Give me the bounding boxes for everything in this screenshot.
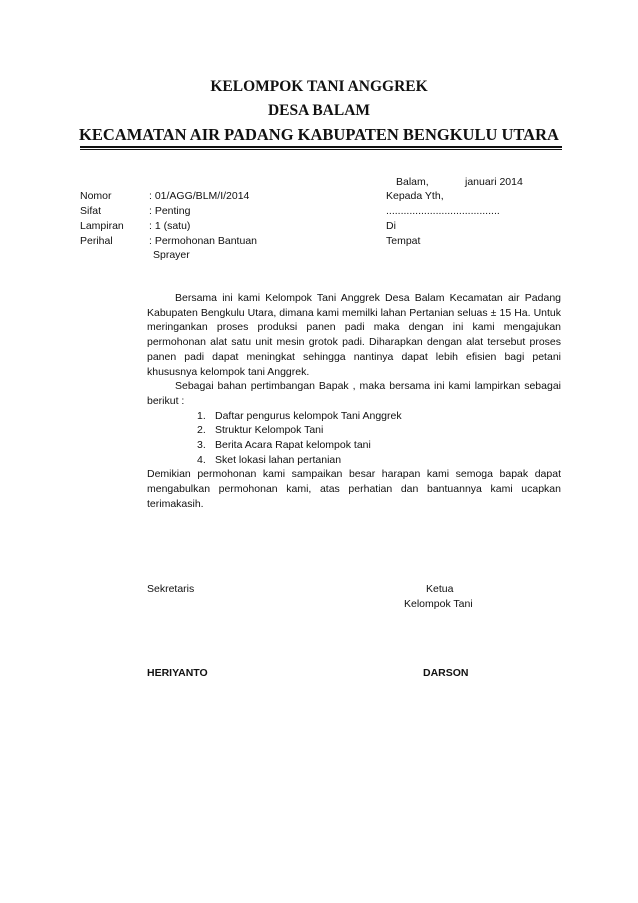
list-item-number: 2. xyxy=(197,424,206,437)
signature-right-title: Ketua xyxy=(426,583,454,595)
recipient-di: Di xyxy=(386,220,396,232)
body-paragraph-1: Bersama ini kami Kelompok Tani Anggrek Desa Balam Kecamatan air Padang Kabupaten Bengkulu Utara, dimana kami memilki lahan Pertanian seluas ± 15 Ha. Untuk meringankan proses produksi panen padi maka dengan ini kami mengajukan permohonan alat satu unit mesin grotok padi. Diharapkan dengan alat tersebut proses panen padi dapat meningkat sehingga nantinya dapat lebih efisien bagi petani khususnya kelompok tani Anggrek. xyxy=(147,292,561,378)
signature-right-org: Kelompok Tani xyxy=(404,598,473,610)
meta-value-lampiran: : 1 (satu) xyxy=(149,220,191,232)
letterhead-district: KECAMATAN AIR PADANG KABUPATEN BENGKULU UTARA xyxy=(79,125,559,144)
meta-label-nomor: Nomor xyxy=(80,190,112,202)
letterhead-org-name: KELOMPOK TANI ANGGREK xyxy=(210,78,428,95)
date-place: Balam, xyxy=(396,176,429,188)
list-item xyxy=(147,453,561,468)
body-paragraph-2: Sebagai bahan pertimbangan Bapak , maka bersama ini kami lampirkan sebagai berikut : xyxy=(147,380,561,407)
list-item-number: 4. xyxy=(197,453,206,466)
list-item-text: Berita Acara Rapat kelompok tani xyxy=(215,439,371,452)
attachment-list xyxy=(147,409,561,468)
signature-right-name: DARSON xyxy=(423,667,469,679)
list-item-text: Sket lokasi lahan pertanian xyxy=(215,453,342,466)
meta-value-nomor: : 01/AGG/BLM/I/2014 xyxy=(149,190,250,202)
recipient-name-placeholder: ....................................... xyxy=(386,205,500,217)
meta-label-perihal: Perihal xyxy=(80,235,113,247)
signature-left-name: HERIYANTO xyxy=(147,667,208,679)
list-item-text: Struktur Kelompok Tani xyxy=(215,424,324,437)
meta-label-lampiran: Lampiran xyxy=(80,220,124,232)
list-item xyxy=(147,409,561,424)
letterhead-divider-thin xyxy=(80,149,562,150)
recipient-greeting: Kepada Yth, xyxy=(386,190,444,202)
list-item xyxy=(147,423,561,438)
letter-body xyxy=(147,291,561,512)
list-item-number: 1. xyxy=(197,409,206,422)
list-item xyxy=(147,438,561,453)
letterhead-village: DESA BALAM xyxy=(267,102,371,119)
meta-value-sifat: : Penting xyxy=(149,205,191,217)
meta-label-sifat: Sifat xyxy=(80,205,102,217)
list-item-text: Daftar pengurus kelompok Tani Anggrek xyxy=(215,409,402,422)
letterhead-divider-thick xyxy=(80,146,562,148)
list-item-number: 3. xyxy=(197,439,206,452)
signature-left-title: Sekretaris xyxy=(147,583,195,595)
body-closing: Demikian permohonan kami sampaikan besar harapan kami semoga bapak dapat mengabulkan permohonan kami, atas perhatian dan bantuannya kami ucapkan terimakasih. xyxy=(147,468,561,510)
recipient-location: Tempat xyxy=(386,235,421,247)
date-value: januari 2014 xyxy=(465,176,523,188)
meta-value-perihal: : Permohonan Bantuan xyxy=(149,235,257,247)
meta-value-perihal-cont: Sprayer xyxy=(153,249,190,261)
